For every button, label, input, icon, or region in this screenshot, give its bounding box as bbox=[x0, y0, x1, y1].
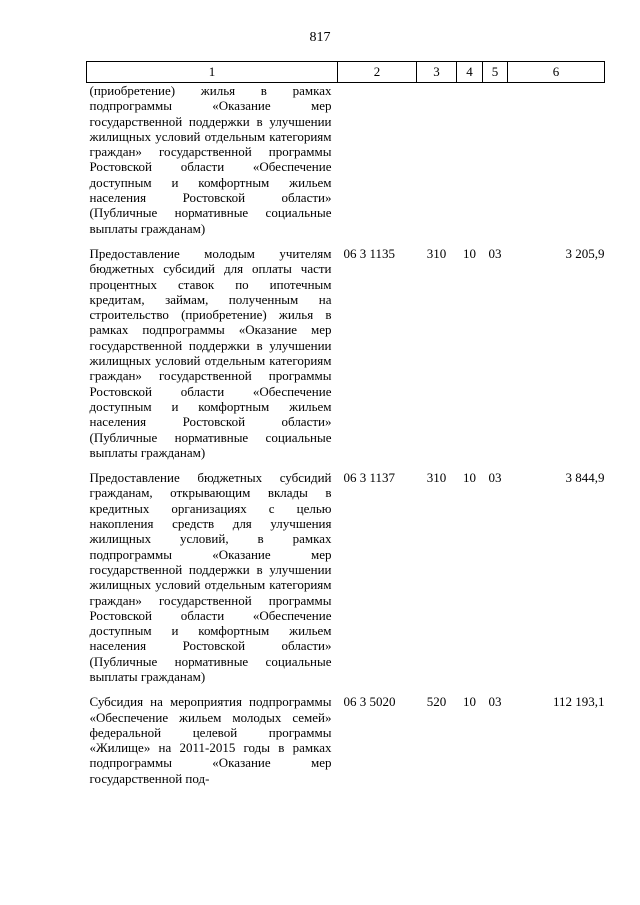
row-col-4: 10 bbox=[463, 470, 476, 486]
row-code: 06 3 5020 bbox=[343, 694, 396, 710]
table-row bbox=[87, 694, 605, 796]
table-header bbox=[87, 62, 605, 83]
budget-table bbox=[86, 61, 605, 796]
row-col-5: 03 bbox=[488, 245, 502, 261]
row-col-5: 03 bbox=[488, 694, 502, 710]
row-col-3: 310 bbox=[426, 470, 447, 486]
row-code: 06 3 1137 bbox=[343, 470, 396, 486]
header-col-4: 4 bbox=[457, 62, 483, 83]
header-col-2: 2 bbox=[338, 62, 417, 83]
row-name: Предоставление бюджетных субсидий гражданам, открывающим вклады в кредитных организациях с целью накопления средств для улучшения жилищных условий, в рамках подпрограммы «Оказание мер государственной поддержки в улучшении жилищных условий отдельным категориям граждан» государственной программы Ростовской области «Обеспечение доступным и комфортным жильем населения Ростовской области» (Публичные нормативные социальные выплаты гражданам) bbox=[89, 470, 332, 684]
row-code bbox=[338, 83, 417, 246]
row-name: Предоставление молодым учителям бюджетных субсидий для оплаты части процентных ставок по ипотечным кредитам, займам, полученным на строительство (приобретение) жилья в рамках подпрограммы «Оказание мер государственной поддержки в улучшении жилищных условий отдельным категориям граждан» государственной программы Ростовской области «Обеспечение доступным и комфортным жильем населения Ростовской области» (Публичные нормативные социальные выплаты гражданам) bbox=[89, 245, 332, 460]
table-row bbox=[87, 83, 605, 246]
row-col-5: 03 bbox=[488, 470, 502, 486]
header-col-3: 3 bbox=[417, 62, 457, 83]
page-number: 817 bbox=[309, 30, 331, 45]
row-amount: 112 193,1 bbox=[552, 694, 605, 710]
header-col-6: 6 bbox=[508, 62, 605, 83]
row-col-4: 10 bbox=[463, 245, 476, 261]
row-col-3: 520 bbox=[426, 694, 447, 710]
row-col-4 bbox=[457, 83, 483, 246]
table-row bbox=[87, 470, 605, 694]
row-col-4: 10 bbox=[463, 694, 476, 710]
row-amount: 3 844,9 bbox=[565, 470, 605, 486]
row-amount: 3 205,9 bbox=[565, 245, 605, 261]
row-amount bbox=[508, 83, 605, 246]
row-col-3: 310 bbox=[426, 245, 447, 261]
row-col-3 bbox=[417, 83, 457, 246]
table-row bbox=[87, 246, 605, 470]
row-name: (приобретение) жилья в рамках подпрограммы «Оказание мер государственной поддержки в улучшении жилищных условий отдельным категориям граждан» государственной программы Ростовской области «Обеспечение доступным и комфортным жильем населения Ростовской области» (Публичные нормативные социальные выплаты гражданам) bbox=[89, 83, 332, 236]
row-name: Субсидия на мероприятия подпрограммы «Обеспечение жильем молодых семей» федеральной целевой программы «Жилище» на 2011-2015 годы в рамках подпрограммы «Оказание мер государственной под- bbox=[89, 694, 332, 786]
row-code: 06 3 1135 bbox=[343, 245, 396, 261]
row-col-5 bbox=[483, 83, 508, 246]
header-col-5: 5 bbox=[483, 62, 508, 83]
header-col-1: 1 bbox=[87, 62, 338, 83]
